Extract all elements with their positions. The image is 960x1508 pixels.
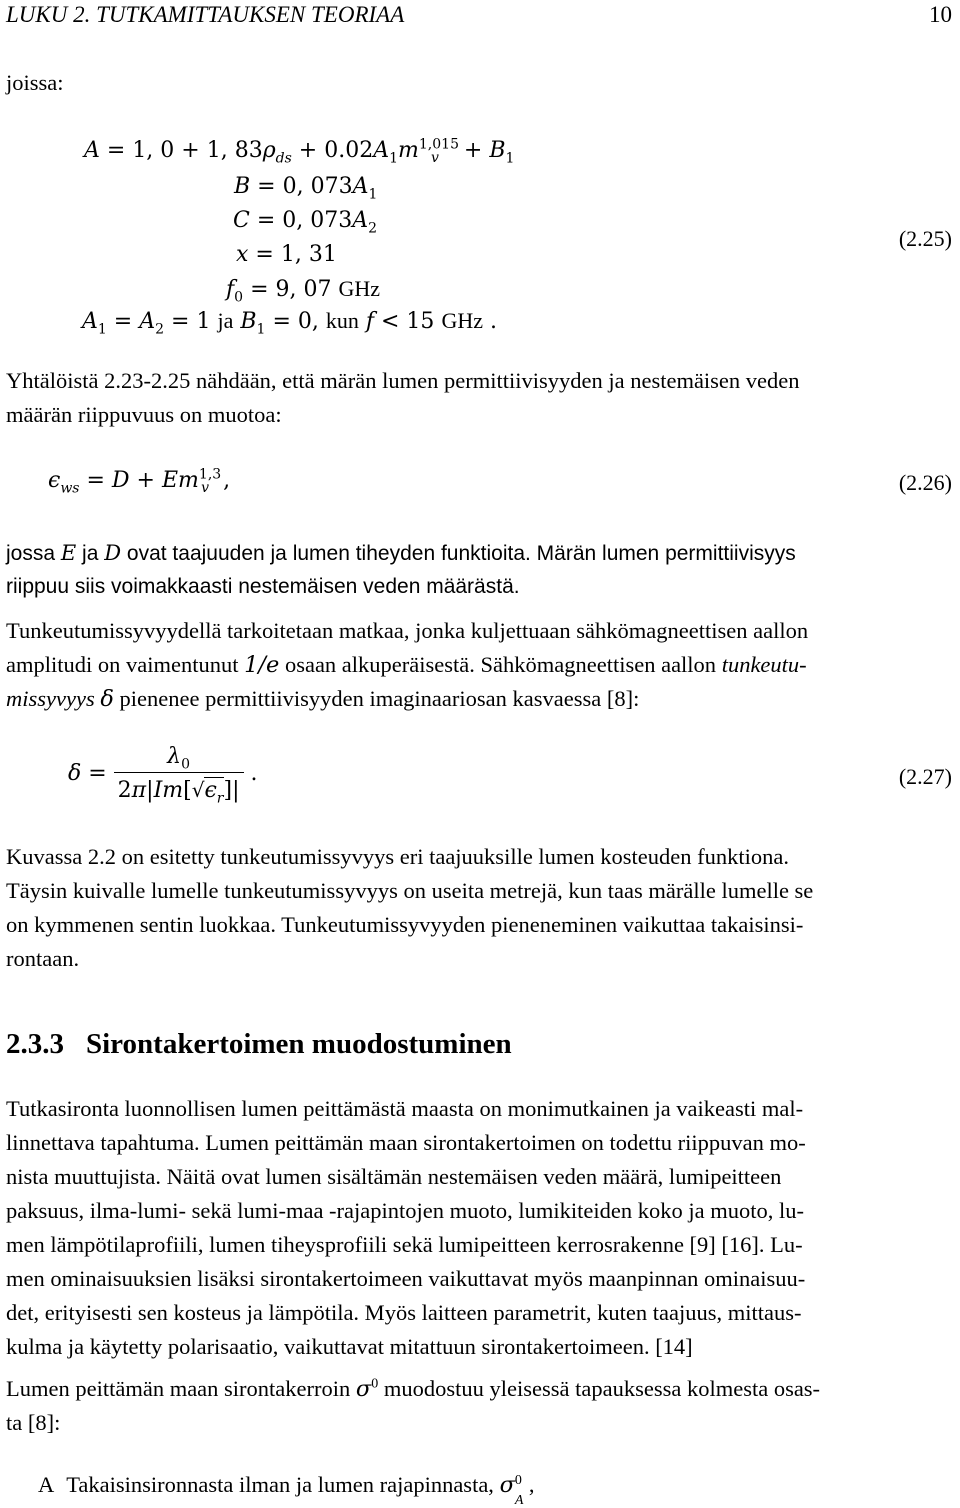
paragraph-tutka-line4: paksuus, ilma-lumi- sekä lumi-maa -rajapintojen muoto, lumikiteiden koko ja muoto, lu- [6, 1198, 804, 1223]
equation-number-2-27: (2.27) [898, 764, 952, 789]
eq-line-f0: $f_0 = 9$, 07 GHz [226, 276, 381, 306]
paragraph-tutka-line1: Tutkasironta luonnollisen lumen peittämästä maasta on monimutkainen ja vaikeasti mal- [6, 1096, 804, 1121]
page-number: 10 [929, 2, 952, 27]
section-heading: 2.3.3 Sirontakertoimen muodostuminen [6, 1028, 512, 1060]
paragraph-tutka-line7: det, erityisesti sen kosteus ja lämpötila. Myös laitteen parametrit, kuten taajuus, mittaus- [6, 1300, 802, 1325]
paragraph-tutka-line2: linnettava tapahtuma. Lumen peittämän maan sirontakertoimen on todettu riippuvan mo- [6, 1130, 806, 1155]
fraction: $\frac{\lambda_0}{2\pi|Im[√\epsilon_r]|}$ [114, 742, 244, 806]
paragraph-tutka-line8: kulma ja käytetty polarisaatio, vaikuttavat mitattuun sirontakertoimeen. [14] [6, 1334, 693, 1359]
paragraph-tutka-line6: men ominaisuuksien lisäksi sirontakertoimeen vaikuttavat myös maanpinnan ominaisuu- [6, 1266, 806, 1291]
equation-2-26: $\epsilon_{ws} = D + Em^{1,3}_v$ , [48, 466, 231, 497]
eq-line-x: x = 1, 31 [236, 242, 337, 267]
paragraph-kuvassa-line4: rontaan. [6, 946, 80, 971]
paragraph-kuvassa-line1: Kuvassa 2.2 on esitetty tunkeutumissyvyys eri taajuuksille lumen kosteuden funktiona. [6, 844, 790, 869]
paragraph-yhtaloista-line1: Yhtälöistä 2.23-2.25 nähdään, että märän lumen permittiivisyyden ja nestemäisen veden [6, 368, 800, 393]
eq-line-B: B = 0, $073A_1$ [234, 174, 378, 203]
equation-number-2-25: (2.25) [898, 226, 952, 251]
paragraph-yhtaloista-line2: määrän riippuvuus on muotoa: [6, 402, 282, 427]
paragraph-jossa-line2: riippuu siis voimakkaasti nestemäisen veden määrästä. [6, 575, 520, 598]
paragraph-tunk-line2: amplitudi on vaimentunut 1/e osaan alkuperäisestä. Sähkömagneettisen aallon tunkeutu- [6, 652, 807, 678]
equation-2-25 [0, 132, 960, 338]
paragraph-lumen-line1: Lumen peittämän maan sirontakerroin $\sigma^0$ muodostuu yleisessä tapauksessa kolmesta osas- [6, 1376, 821, 1402]
equation-2-27: δ = $\frac{\lambda_0}{2\pi|Im[√\epsilon_r]|}$ . [68, 744, 258, 807]
paragraph-lumen-line2: ta [8]: [6, 1410, 61, 1435]
paragraph-tunk-line1: Tunkeutumissyvyydellä tarkoitetaan matkaa, jonka kuljettuaan sähkömagneettisen aallon [6, 618, 809, 643]
paragraph-joissa: joissa: [6, 70, 64, 95]
eq-line-C: C = 0, $073A_2$ [233, 208, 378, 237]
list-marker: A [38, 1472, 55, 1497]
paragraph-tutka-line5: men lämpötilaprofiili, lumen tiheysprofiili sekä lumipeitteen kerrosrakenne [9] [16]. Lu- [6, 1232, 803, 1257]
eq-line-condition: $A_1 = A_2 = 1$ ja $B_1 = 0$, kun f < 15 GHz . [82, 308, 497, 338]
list-item: A Takaisinsironnasta ilman ja lumen rajapinnasta, σ 0 A , [38, 1472, 535, 1508]
equation-number-2-26: (2.26) [898, 470, 952, 495]
paragraph-tutka-line3: nista muuttujista. Näitä ovat lumen sisältämän nestemäisen veden määrä, lumipeitteen [6, 1164, 782, 1189]
paragraph-jossa-line1: jossa E ja D ovat taajuuden ja lumen tiheyden funktioita. Märän lumen permittiivisyys [6, 541, 796, 565]
paragraph-kuvassa-line2: Täysin kuivalle lumelle tunkeutumissyvyys on useita metrejä, kun taas märälle lumelle se [6, 878, 814, 903]
running-header: LUKU 2. TUTKAMITTAUKSEN TEORIAA [6, 2, 405, 27]
eq-line-A: A = 1, 0 + 1, $83\rho_{ds} + 0.02A_1m^{1,015}_v + B_1$ [84, 136, 515, 167]
paragraph-kuvassa-line3: on kymmenen sentin luokkaa. Tunkeutumissyvyyden pieneneminen vaikuttaa takaisinsi- [6, 912, 804, 937]
paragraph-tunk-line3: missyvyys δ pienenee permittiivisyyden imaginaariosan kasvaessa [8]: [6, 686, 640, 712]
